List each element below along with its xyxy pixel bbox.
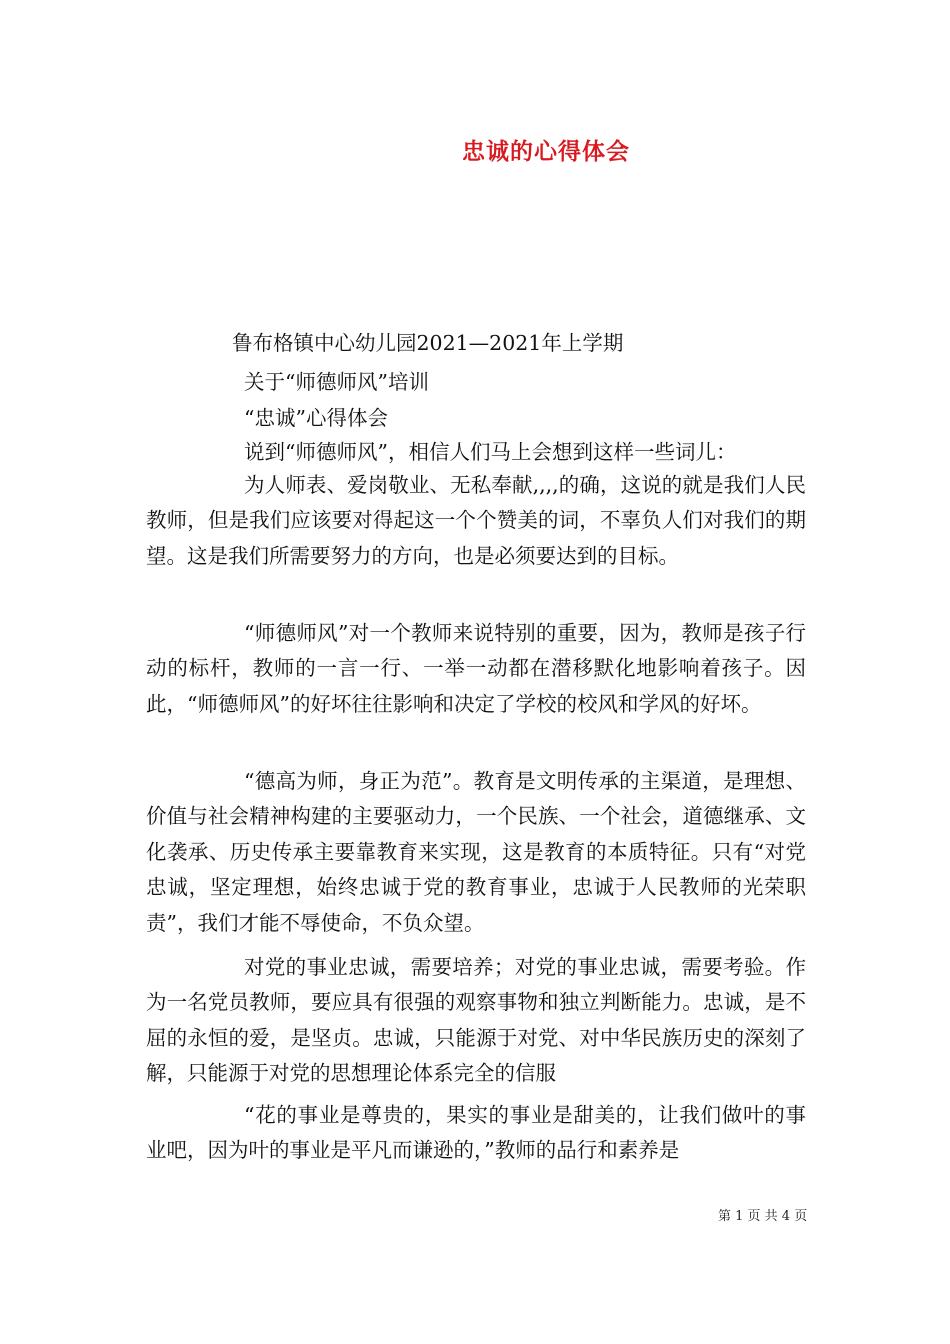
header-line-school: 鲁布格镇中心幼儿园2021—2021年上学期 bbox=[232, 331, 624, 355]
document-title: 忠诚的心得体会 bbox=[462, 138, 630, 165]
paragraph-3: “德高为师，身正为范”。教育是文明传承的主渠道，是理想、价值与社会精神构建的主要驱动力，一个民族、一个社会，道德继承、文化袭承、历史传承主要靠教育来实现，这是教育的本质特征。只有“对党忠诚，坚定理想，始终忠诚于党的教育事业，忠诚于人民教师的光荣职责”，我们才能不辱使命，不负众望。 bbox=[146, 769, 806, 935]
header-line-subtitle: “忠诚”心得体会 bbox=[244, 406, 388, 430]
header-line-training: 关于“师德师风”培训 bbox=[244, 370, 429, 394]
intro-line: 说到“师德师风”，相信人们马上会想到这样一些词儿： bbox=[244, 440, 737, 464]
paragraph-5: “花的事业是尊贵的，果实的事业是甜美的，让我们做叶的事业吧，因为叶的事业是平凡而谦逊的，”教师的品行和素养是 bbox=[146, 1103, 806, 1163]
paragraph-1: 为人师表、爱岗敬业、无私奉献,,,,的确，这说的就是我们人民教师，但是我们应该要对得起这一个个赞美的词，不辜负人们对我们的期望。这是我们所需要努力的方向，也是必须要达到的目标。 bbox=[146, 473, 806, 568]
paragraph-4: 对党的事业忠诚，需要培养；对党的事业忠诚，需要考验。作为一名党员教师，要应具有很强的观察事物和独立判断能力。忠诚，是不屈的永恒的爱，是坚贞。忠诚，只能源于对党、对中华民族历史的深刻了解，只能源于对党的思想理论体系完全的信服 bbox=[146, 955, 806, 1086]
paragraph-2: “师德师风”对一个教师来说特别的重要，因为，教师是孩子行动的标杆，教师的一言一行、一举一动都在潜移默化地影响着孩子。因此，“师德师风”的好坏往往影响和决定了学校的校风和学风的好坏。 bbox=[146, 621, 806, 716]
page-footer: 第 1 页 共 4 页 bbox=[718, 1209, 808, 1224]
